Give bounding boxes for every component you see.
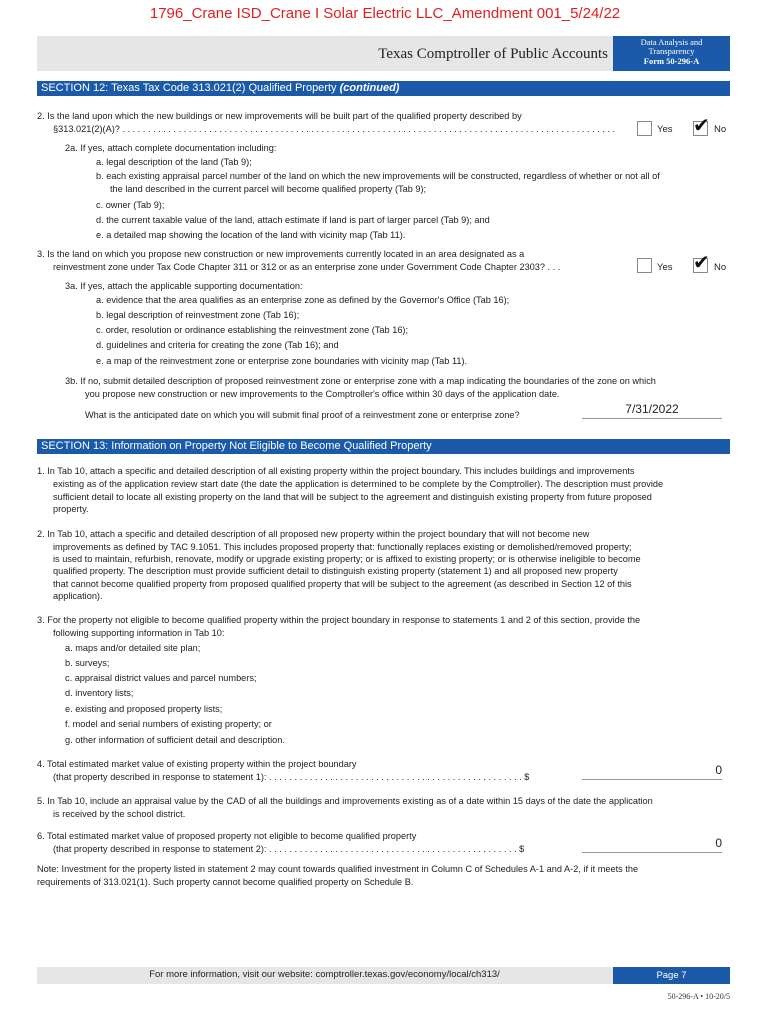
page-footer (37, 967, 730, 984)
s13-p2-line: is used to maintain, refurbish, renovate, modify or upgrade existing property; or is affixed to existing property; or is otherwise ineligible to become (53, 554, 641, 564)
q2a-item: b. each existing appraisal parcel number of the land on which the new improvements will be constructed, regardless of whether or not all of (96, 171, 660, 181)
s13-p1-line: 1. In Tab 10, attach a specific and detailed description of all existing property within the project boundary. This includes buildings and improvements (37, 466, 635, 476)
q3a-item: c. order, resolution or ordinance establishing the reinvestment zone (Tab 16); (96, 325, 409, 335)
q2-yes-checkbox[interactable] (637, 121, 652, 136)
note-line-1: Note: Investment for the property listed in statement 2 may count towards qualified investment in Column C of Schedules A-1 and A-2, if it meets the (37, 864, 639, 874)
q2-yes-label: Yes (657, 124, 673, 135)
s13-p3-item: f. model and serial numbers of existing property; or (65, 719, 272, 729)
q2a-item: c. owner (Tab 9); (96, 200, 165, 210)
checkmark-icon: ✔ (693, 252, 710, 274)
s13-p1-line: existing as of the application review start date (the date the application is determined to be complete by the Comptroller). The description must provide (53, 479, 664, 489)
q2-line-1: 2. Is the land upon which the new buildings or new improvements will be built part of the qualified property described by (37, 111, 522, 121)
form-header (37, 36, 730, 71)
q3a-item: d. guidelines and criteria for creating the zone (Tab 16); and (96, 340, 339, 350)
q2a-item: e. a detailed map showing the location of the land with vicinity map (Tab 11). (96, 230, 406, 240)
q3-line-1: 3. Is the land on which you propose new construction or new improvements currently located in an area designated as a (37, 249, 525, 259)
q3a-heading: 3a. If yes, attach the applicable supporting documentation: (65, 281, 303, 291)
s13-p3-item: c. appraisal district values and parcel numbers; (65, 673, 257, 683)
s13-p1-line: sufficient detail to locate all existing property on the land that will be subject to the agreement and distinguish existing property from future proposed (53, 492, 652, 502)
s13-p2-line: improvements as defined by TAC 9.1051. This includes proposed property that: functionally replaces existing or demolished/removed property; (53, 542, 632, 552)
s13-p2-line: qualified property. The description must provide sufficient detail to distinguish existing property (statement 1) and all proposed new property (53, 566, 618, 576)
note-line-2: requirements of 313.021(1). Such property cannot become qualified property on Schedule B. (37, 877, 414, 887)
s13-p3-item: a. maps and/or detailed site plan; (65, 643, 201, 653)
q2-line-2: §313.021(2)(A)? . . . . . . . . . . . . . . . . . . . . . . . . . . . . . . . . . . . . . . . . . . . . . . . . . . . . . . . . . . . . . . . . . . . . . . . . . . . . . . . . . . . . . . . . . . . . . . . . . (53, 124, 616, 134)
q3-yes-label: Yes (657, 262, 673, 273)
q3b-question: What is the anticipated date on which you will submit final proof of a reinvestment zone or enterprise zone? (85, 410, 520, 420)
form-revision: 50-296-A • 10-20/5 (667, 992, 730, 1001)
s13-p2-line: application). (53, 591, 103, 601)
section-12-header (37, 81, 730, 96)
existing-property-value-field[interactable]: 0 (582, 763, 722, 780)
s13-p3-item: e. existing and proposed property lists; (65, 704, 223, 714)
s13-p3-item: b. surveys; (65, 658, 110, 668)
q3a-item: a. evidence that the area qualifies as an enterprise zone as defined by the Governor's Office (Tab 16); (96, 295, 510, 305)
q2-no-label: No (714, 124, 727, 135)
q3a-item: b. legal description of reinvestment zone (Tab 16); (96, 310, 300, 320)
q3b-line-2: you propose new construction or new improvements to the Comptroller's office within 30 days of the application date. (85, 389, 560, 399)
form-number: Form 50-296-A (643, 55, 700, 66)
q2a-item: a. legal description of the land (Tab 9); (96, 157, 252, 167)
dept-line-1: Data Analysis and (640, 37, 703, 47)
s13-p4-line-2: (that property described in response to statement 1): . . . . . . . . . . . . . . . . . . . . . . . . . . . . . . . . . . . . . . . . . . . . . . . . . . $ (53, 772, 530, 782)
s13-p3-line: following supporting information in Tab 10: (53, 628, 225, 638)
q3-no-label: No (714, 262, 727, 273)
document-banner: 1796_Crane ISD_Crane I Solar Electric LLC_Amendment 001_5/24/22 (149, 5, 621, 22)
q2a-item: d. the current taxable value of the land, attach estimate if land is part of larger parcel (Tab 9); and (96, 215, 490, 225)
section-12-continued: (continued) (339, 82, 400, 94)
q3a-item: e. a map of the reinvestment zone or enterprise zone boundaries with vicinity map (Tab 11). (96, 356, 468, 366)
s13-p4-line-1: 4. Total estimated market value of existing property within the project boundary (37, 759, 357, 769)
footer-website-text: For more information, visit our website: comptroller.texas.gov/economy/local/ch313/ (149, 969, 500, 980)
s13-p3-item: g. other information of sufficient detail and description. (65, 735, 285, 745)
nonqualified-property-value-field[interactable]: 0 (582, 836, 722, 853)
q2a-item: the land described in the current parcel will become qualified property (Tab 9); (110, 184, 427, 194)
s13-p6-line-2: (that property described in response to statement 2): . . . . . . . . . . . . . . . . . . . . . . . . . . . . . . . . . . . . . . . . . . . . . . . . . $ (53, 844, 525, 854)
proof-date-field[interactable]: 7/31/2022 (582, 402, 722, 419)
s13-p3-item: d. inventory lists; (65, 688, 134, 698)
s13-p2-line: 2. In Tab 10, attach a specific and detailed description of all proposed new property within the project boundary that will not become new (37, 529, 590, 539)
dept-line-2: Transparency (648, 46, 695, 57)
s13-p5-line-1: 5. In Tab 10, include an appraisal value by the CAD of all the buildings and improvements existing as of a date within 15 days of the date the application (37, 796, 653, 806)
q3-line-2: reinvestment zone under Tax Code Chapter 311 or 312 or as an enterprise zone under Government Code Chapter 2303? . . . (53, 262, 561, 272)
s13-p1-line: property. (53, 504, 89, 514)
agency-name: Texas Comptroller of Public Accounts (378, 46, 608, 62)
s13-p3-line: 3. For the property not eligible to become qualified property within the project boundary in response to statements 1 and 2 of this section, provide the (37, 615, 641, 625)
q3-yes-checkbox[interactable] (637, 258, 652, 273)
q2a-heading: 2a. If yes, attach complete documentation including: (65, 143, 277, 153)
s13-p6-line-1: 6. Total estimated market value of proposed property not eligible to become qualified property (37, 831, 417, 841)
section-13-header: SECTION 13: Information on Property Not Eligible to Become Qualified Property (37, 439, 730, 454)
s13-p2-line: that cannot become qualified property from proposed qualified property that will be subject to the agreement (as described in Section 12 of this (53, 579, 632, 589)
form-id-box (613, 36, 730, 71)
section-12-title: SECTION 12: Texas Tax Code 313.021(2) Qualified Property (41, 82, 340, 94)
page-number: Page 7 (613, 967, 730, 984)
q3b-line-1: 3b. If no, submit detailed description of proposed reinvestment zone or enterprise zone with a map indicating the boundaries of the zone on which (65, 376, 656, 386)
checkmark-icon: ✔ (693, 115, 710, 137)
s13-p5-line-2: is received by the school district. (53, 809, 186, 819)
